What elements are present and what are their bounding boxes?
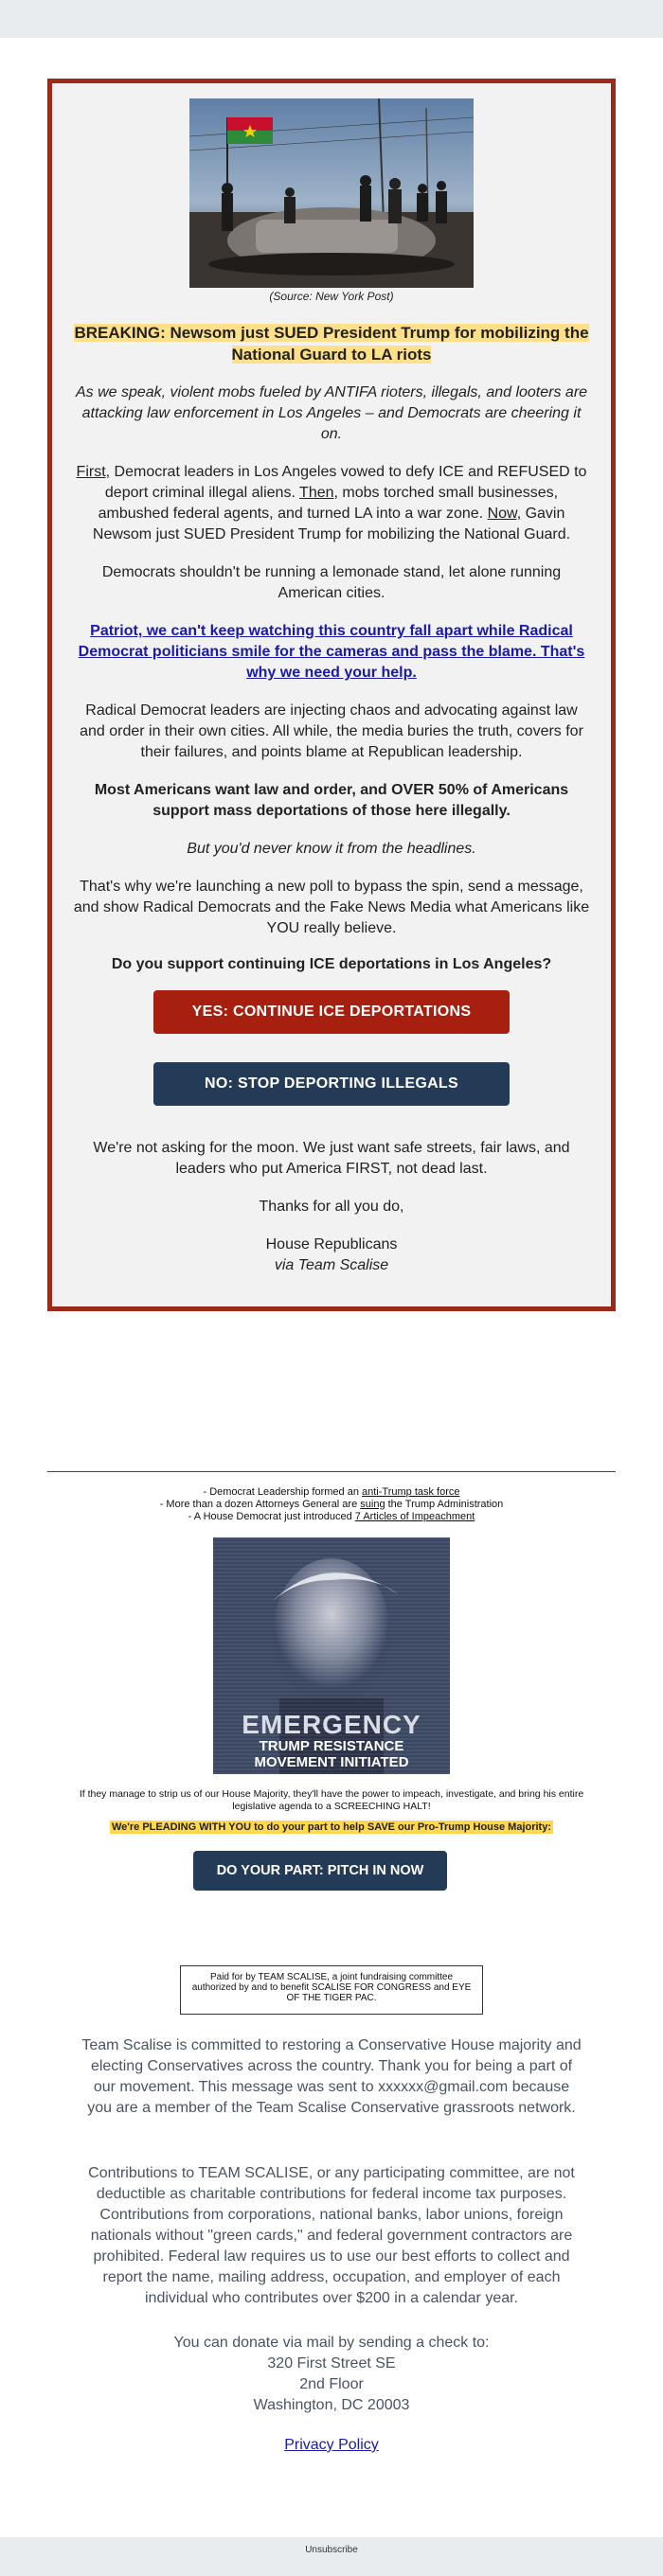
now-text: Gavin Newsom just SUED President Trump for mobilizing the National Guard. [92, 506, 571, 542]
photo-caption: (Source: New York Post) [269, 290, 394, 303]
bullet-attorneys-general: - More than a dozen Attorneys General are suing the Trump Administration [159, 1499, 504, 1510]
suing-link[interactable]: suing [360, 1499, 385, 1510]
yes-continue-deportations-button[interactable]: YES: CONTINUE ICE DEPORTATIONS [153, 990, 510, 1034]
section-divider [47, 1471, 616, 1472]
lemonade-paragraph: Democrats shouldn't be running a lemonade stand, let alone running American cities. [101, 564, 562, 601]
mail-line3: Washington, DC 20003 [253, 2397, 410, 2413]
headlines-paragraph: But you'd never know it from the headlines. [187, 841, 476, 857]
timeline-paragraph [73, 462, 590, 545]
mail-intro: You can donate via mail by sending a check to: [173, 2335, 490, 2351]
breaking-headline [73, 322, 590, 365]
first-text: Democrat leaders in Los Angeles vowed to defy ICE and REFUSED to deport criminal illegal aliens. [104, 464, 587, 501]
plead-line [0, 1821, 663, 1833]
footer-contributions: Contributions to TEAM SCALISE, or any participating committee, are not deductible as charitable contributions for federal income tax purposes. Contributions from corporations, national banks, labor unions, foreign nationals without "green cards," and federal government contractors are prohibited. Federal law requires us to use our best efforts to collect and report the name, mailing address, occupation, and employer of each individual who contributes over $200 in a calendar year. [88, 2165, 575, 2306]
signature-via: via Team Scalise [274, 1257, 389, 1273]
task-force-link[interactable]: anti-Trump task force [362, 1486, 460, 1498]
chaos-paragraph: Radical Democrat leaders are injecting chaos and advocating against law and order in their own cities. All while, the media buries the truth, covers for their failures, and points blame at Republican leadership. [80, 702, 583, 760]
majority-paragraph: Most Americans want law and order, and OVER 50% of Americans support mass deportations of those here illegally. [94, 782, 569, 819]
moon-paragraph: We're not asking for the moon. We just want safe streets, fair laws, and leaders who put America FIRST, not dead last. [93, 1140, 570, 1177]
unsubscribe-row [0, 2545, 663, 2555]
first-label: First, [76, 464, 111, 480]
paid-for-box: Paid for by TEAM SCALISE, a joint fundraising committee authorized by and to benefit SCALISE FOR CONGRESS and EYE OF THE TIGER PAC. [180, 1965, 483, 2015]
privacy-row [0, 2437, 663, 2454]
mail-line2: 2nd Floor [299, 2376, 364, 2392]
email-body [0, 38, 663, 2555]
emergency-title: EMERGENCY [242, 1710, 421, 1739]
then-label: Then, [299, 485, 338, 501]
privacy-policy-link[interactable]: Privacy Policy [284, 2437, 379, 2453]
emergency-graphic[interactable] [213, 1537, 450, 1774]
main-letter-card [47, 79, 616, 1311]
no-stop-deporting-button[interactable]: NO: STOP DEPORTING ILLEGALS [153, 1062, 510, 1106]
thanks-line: Thanks for all you do, [259, 1199, 404, 1215]
then-text: mobs torched small businesses, ambushed federal agents, and turned LA into a war zone. [98, 485, 559, 522]
signature-org: House Republicans [265, 1236, 398, 1252]
bullet-impeachment: - A House Democrat just introduced 7 Articles of Impeachment [188, 1511, 475, 1522]
plead-highlight: We're PLEADING WITH YOU to do your part to help SAVE our Pro-Trump House Majority: [111, 1821, 552, 1833]
news-bullets [47, 1486, 616, 1523]
bullet-task-force: - Democrat Leadership formed an anti-Trump task force [203, 1486, 460, 1498]
impeachment-link[interactable]: 7 Articles of Impeachment [354, 1511, 475, 1522]
mail-line1: 320 First Street SE [267, 2355, 396, 2372]
now-label: Now, [487, 506, 522, 522]
unsubscribe-link[interactable]: Unsubscribe [305, 2545, 358, 2555]
poll-question: Do you support continuing ICE deportations in Los Angeles? [111, 956, 552, 972]
patriot-link[interactable]: Patriot, we can't keep watching this country fall apart while Radical Democrat politicians smile for the cameras and pass the blame. That's why we need your help. [78, 623, 585, 681]
hero-photo [189, 98, 474, 288]
power-warning-text: If they manage to strip us of our House Majority, they'll have the power to impeach, investigate, and bring his entire legislative agenda to a SCREECHING HALT! [79, 1788, 584, 1812]
footer-mail-address [81, 2333, 582, 2416]
emergency-line1: TRUMP RESISTANCE [259, 1738, 404, 1754]
poll-paragraph: That's why we're launching a new poll to bypass the spin, send a message, and show Radical Democrats and the Fake News Media what Americans like YOU really believe. [73, 879, 590, 936]
emergency-line2: MOVEMENT INITIATED [254, 1754, 409, 1770]
headline-text: BREAKING: Newsom just SUED President Trump for mobilizing the National Guard to LA riots [74, 324, 589, 364]
footer-commitment: Team Scalise is committed to restoring a Conservative House majority and electing Conservatives across the country. Thank you for being a part of our movement. This message was sent to xxxxxx@gmail.com because you are a member of the Team Scalise Conservative grassroots network. [81, 2037, 582, 2116]
pitch-in-button[interactable]: DO YOUR PART: PITCH IN NOW [193, 1851, 447, 1891]
intro-paragraph: As we speak, violent mobs fueled by ANTIFA rioters, illegals, and looters are attacking law enforcement in Los Angeles – and Democrats are cheering it on. [75, 384, 588, 442]
